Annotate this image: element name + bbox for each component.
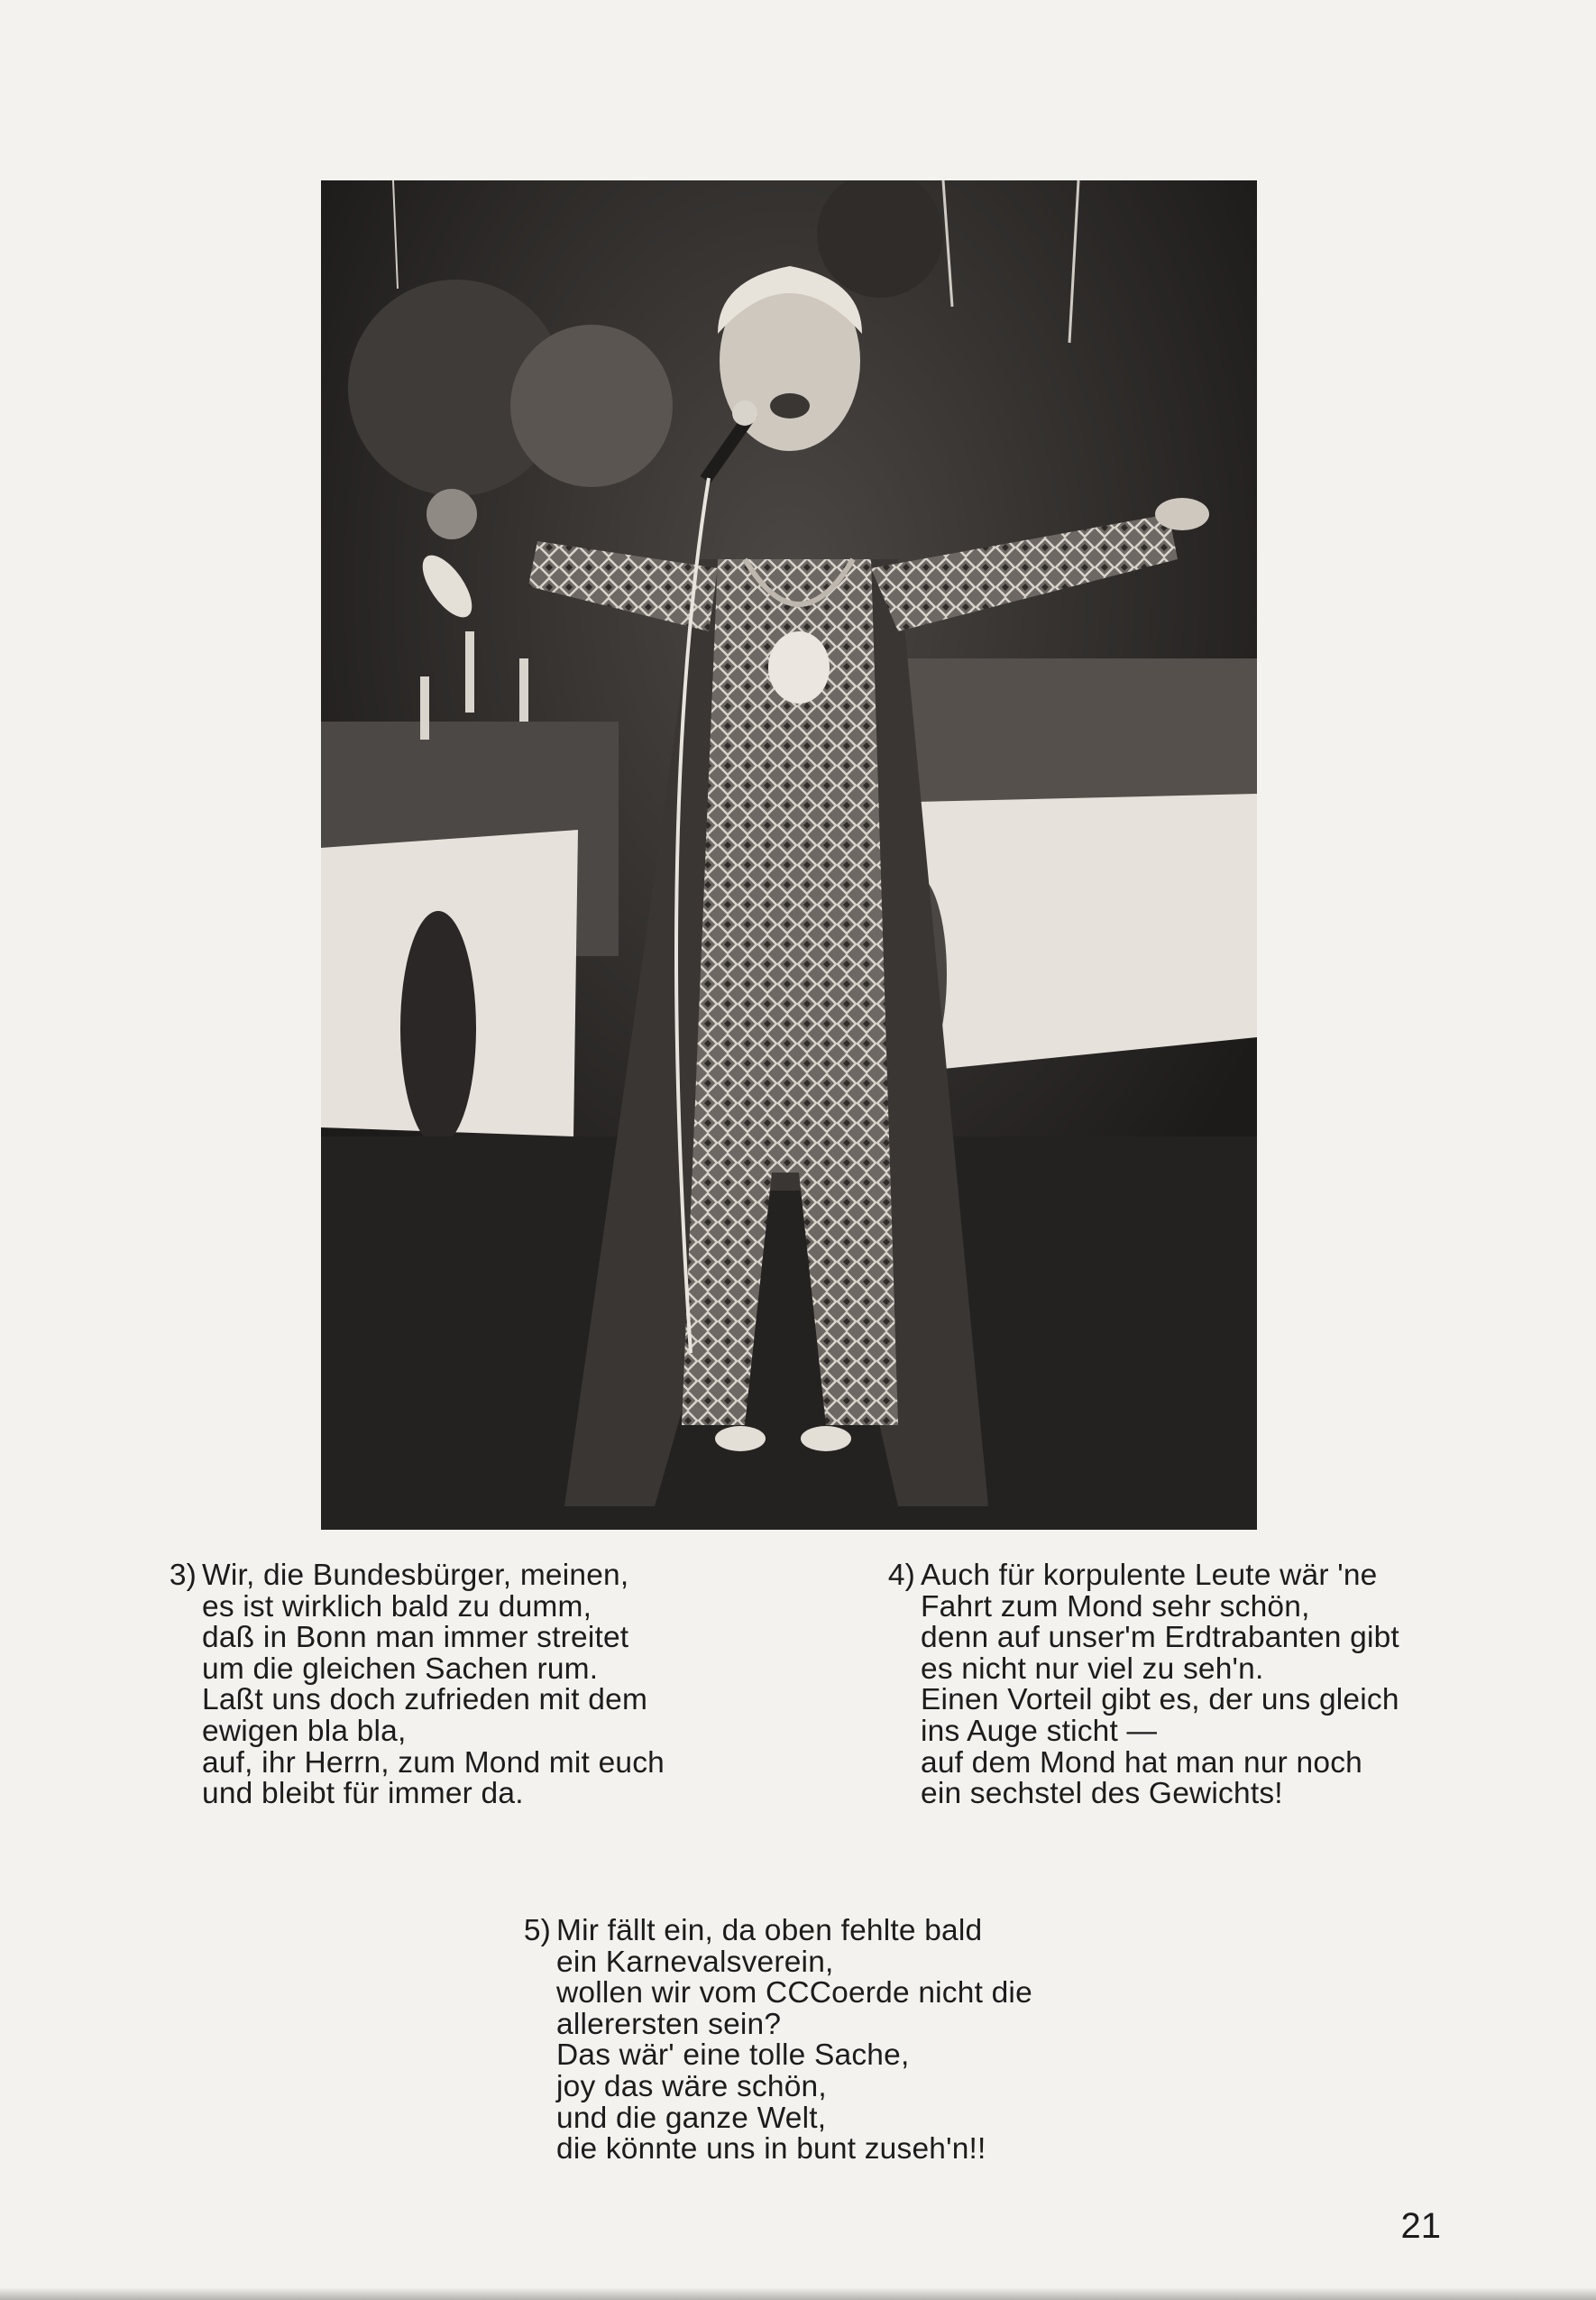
verse-line: ein Karnevalsverein, [556,1945,834,1979]
verse-line: es nicht nur viel zu seh'n. [921,1651,1264,1686]
verse-number: 4) [887,1559,915,1592]
verse-line: die könnte uns in bunt zuseh'n!! [556,2132,986,2167]
verse-line: und bleibt für immer da. [202,1777,524,1811]
verse-line: ein sechstel des Gewichts! [921,1777,1283,1811]
verse-line: denn auf unser'm Erdtrabanten gibt [921,1621,1399,1655]
page-number: 21 [1400,2206,1441,2246]
verse-4 [887,1559,1399,1811]
verse-line: ewigen bla bla, [202,1714,407,1748]
verse-line: Fahrt zum Mond sehr schön, [921,1589,1310,1624]
verse-line: Einen Vorteil gibt es, der uns gleich [921,1683,1399,1717]
verse-line: wollen wir vom CCCoerde nicht die [556,1976,1032,2010]
verse-line: Wir, die Bundesbürger, meinen, [202,1559,629,1592]
verse-line: ins Auge sticht — [921,1714,1158,1748]
verse-line: auf, ihr Herrn, zum Mond mit euch [202,1745,665,1780]
verse-line: es ist wirklich bald zu dumm, [202,1589,592,1624]
verse-line: allerersten sein? [556,2007,782,2041]
photograph-image [321,180,1257,1530]
verse-line: Mir fällt ein, da oben fehlte bald [556,1914,983,1947]
verse-line: Auch für korpulente Leute wär 'ne [921,1559,1378,1592]
verse-line: Das wär' eine tolle Sache, [556,2038,910,2073]
page-edge-shadow [0,2287,1596,2300]
verse-number: 3) [169,1559,197,1592]
verse-line: joy das wäre schön, [556,2069,827,2103]
verse-line: um die gleichen Sachen rum. [202,1651,599,1686]
verse-line: auf dem Mond hat man nur noch [921,1745,1362,1780]
stage-photograph [321,180,1257,1530]
verse-3 [169,1559,665,1811]
verse-line: Laßt uns doch zufrieden mit dem [202,1683,648,1717]
verse-number: 5) [523,1914,551,1947]
verse-line: daß in Bonn man immer streitet [202,1621,629,1655]
verse-5 [523,1914,1032,2167]
verse-line: und die ganze Welt, [556,2101,827,2135]
